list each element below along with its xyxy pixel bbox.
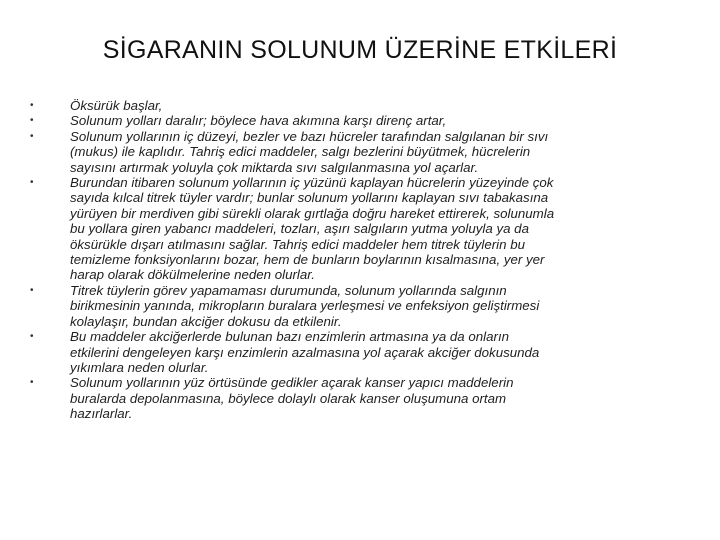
bullet-text-line: hazırlarlar.	[70, 406, 133, 422]
bullet-item	[26, 175, 686, 283]
bullet-marker: •	[30, 100, 34, 111]
bullet-marker: •	[30, 377, 34, 389]
bullet-text-line: Solunum yollarının yüz örtüsünde gedikler açarak kanser yapıcı maddelerin	[70, 375, 514, 391]
bullet-text-line: yıkımlara neden olurlar.	[70, 359, 209, 375]
bullet-text-line: sayısını artırmak yoluyla çok miktarda sıvı salgılanmasına yol açarlar.	[70, 159, 479, 175]
slide-title: SİGARANIN SOLUNUM ÜZERİNE ETKİLERİ	[102, 36, 618, 64]
bullet-text-line: kolaylaşır, bundan akciğer dokusu da etkilenir.	[70, 313, 342, 329]
bullet-item	[26, 113, 686, 128]
bullet-marker: •	[30, 284, 34, 296]
bullet-item	[26, 329, 686, 375]
bullet-text-line: Öksürük başlar,	[70, 98, 163, 113]
bullet-text-line: temizleme fonksiyonlarını bozar, hem de bunların boylarının kısalmasına, yer yer	[70, 252, 545, 268]
bullet-text-line: Bu maddeler akciğerlerde bulunan bazı enzimlerin artmasına ya da onların	[70, 329, 510, 345]
bullet-text-line: Solunum yolları daralır; böylece hava akımına karşı direnç artar,	[70, 113, 447, 129]
bullet-text-line: yürüyen bir merdiven gibi sürekli olarak gırtlağa doğru hareket ettirerek, solunumla	[70, 205, 555, 221]
bullet-marker: •	[30, 177, 34, 189]
bullet-marker: •	[30, 331, 34, 343]
bullet-text-line: Titrek tüylerin görev yapamaması durumunda, solunum yollarında salgının	[70, 282, 507, 298]
bullet-text-line: (mukus) ile kaplıdır. Tahriş edici maddeler, salgı bezlerini büyütmek, hücrelerin	[70, 144, 531, 160]
bullet-text-line: Solunum yollarının iç düzeyi, bezler ve bazı hücreler tarafından salgılanan bir sıvı	[70, 128, 549, 144]
bullet-text-line: Burundan itibaren solunum yollarının iç yüzünü kaplayan hücrelerin yüzeyinde çok	[70, 175, 554, 191]
bullet-item	[26, 283, 686, 329]
bullet-text-line: harap olarak dökülmelerine neden olurlar.	[70, 267, 315, 283]
bullet-text-line: birikmesinin yanında, mikropların buralara yerleşmesi ve enfeksiyon geliştirmesi	[70, 298, 540, 314]
bullet-text-line: öksürükle dışarı atılmasını sağlar. Tahriş edici maddeler hem titrek tüylerin bu	[70, 236, 526, 252]
bullet-marker: •	[30, 115, 34, 127]
bullet-text-line: etkilerini dengeleyen karşı enzimlerin azalmasına yol açarak akciğer dokusunda	[70, 344, 540, 360]
bullet-item	[26, 129, 686, 175]
bullet-item	[26, 375, 686, 421]
bullet-text-line: buralarda depolanmasına, böylece dolaylı olarak kanser oluşumuna ortam	[70, 390, 507, 406]
bullet-marker: •	[30, 130, 34, 142]
bullet-text-line: sayıda kılcal titrek tüyler vardır; bunlar solunum yollarını kaplayan sıvı tabakasına	[70, 190, 549, 206]
bullet-item	[26, 98, 686, 113]
bullet-text-line: bu yollara giren yabancı maddeleri, tozları, aşırı salgıların yutma yoluyla ya da	[70, 221, 529, 237]
bullet-list	[26, 98, 686, 422]
